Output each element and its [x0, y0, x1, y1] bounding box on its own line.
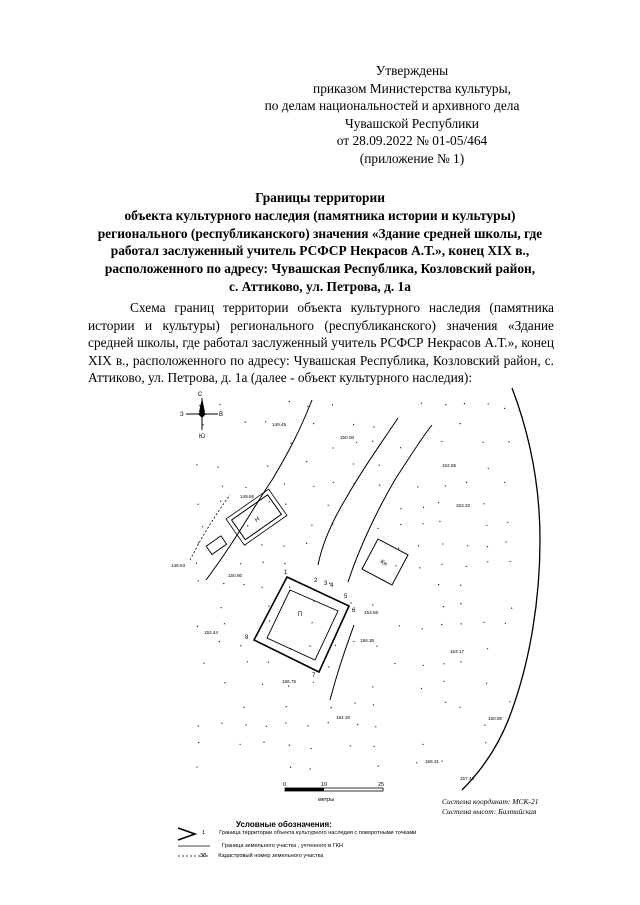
- survey-dot: [284, 483, 285, 484]
- survey-dot: [372, 604, 373, 605]
- coord-system: Система координат: МСК-21: [442, 797, 539, 806]
- approval-line: по делам национальностей и архивного дела: [264, 98, 520, 113]
- survey-dot: [223, 583, 224, 584]
- survey-dot: [332, 404, 333, 405]
- survey-dot: [421, 403, 422, 404]
- survey-dot: [504, 482, 505, 483]
- title-line: объекта культурного наследия (памятника истории и культуры): [124, 207, 516, 223]
- title-line: работал заслуженный учитель РСФСР Некрасов А.Т.», конец XIX в.,: [110, 243, 530, 259]
- survey-dot: [504, 408, 505, 409]
- survey-dot: [307, 406, 308, 407]
- survey-dot: [313, 682, 314, 683]
- survey-dot: [240, 744, 241, 745]
- approval-line: приказом Министерства культуры,: [313, 80, 511, 96]
- survey-dot: [328, 666, 329, 667]
- school-building-outline: [267, 590, 338, 660]
- point-label: 1: [284, 570, 288, 576]
- survey-dot: [219, 404, 220, 405]
- survey-dot: [289, 745, 290, 746]
- elevation: 156.31: [425, 759, 440, 764]
- title-line: регионального (республиканского) значения «Здание средней школы, где: [97, 225, 543, 241]
- survey-dot: [245, 422, 246, 423]
- survey-dot: [197, 766, 198, 767]
- survey-dot: [310, 768, 311, 769]
- survey-dot: [442, 761, 443, 762]
- survey-dot: [290, 767, 291, 768]
- height-system: Система высот: Балтийская: [442, 806, 537, 816]
- survey-dot: [487, 648, 488, 649]
- survey-dot: [333, 482, 334, 483]
- survey-dot: [441, 441, 442, 442]
- survey-dot: [466, 566, 467, 567]
- road-line: [206, 400, 312, 580]
- survey-dot: [357, 724, 358, 725]
- parcel-boundary-right: [462, 388, 540, 790]
- compass-n: С: [198, 392, 203, 398]
- survey-dot: [444, 663, 445, 664]
- survey-dot: [240, 645, 241, 646]
- survey-dot: [285, 504, 286, 505]
- survey-dot: [196, 563, 197, 564]
- survey-dot: [263, 742, 264, 743]
- elevation: 149.53: [171, 563, 186, 568]
- survey-dot: [198, 725, 199, 726]
- legend-item-3: [200, 853, 324, 859]
- survey-dot: [198, 580, 199, 581]
- survey-dot: [394, 663, 395, 664]
- survey-dot: [333, 447, 334, 448]
- survey-dot: [198, 542, 199, 543]
- survey-dot: [441, 564, 442, 565]
- survey-dot: [466, 482, 467, 483]
- legend-item-3-text: Кадастровый номер земельного участка: [218, 853, 324, 859]
- survey-dot: [418, 545, 419, 546]
- survey-dot: [220, 501, 221, 502]
- survey-dot: [224, 682, 225, 683]
- survey-dot: [247, 525, 248, 526]
- survey-dot: [285, 722, 286, 723]
- elevation: 149.45: [272, 422, 287, 427]
- survey-dot: [443, 606, 444, 607]
- compass-s: Ю: [199, 434, 206, 440]
- survey-dot: [505, 623, 506, 624]
- legend-item-2: [222, 843, 343, 849]
- survey-dot: [401, 508, 402, 509]
- scale-10: 10: [321, 782, 328, 788]
- survey-dot: [487, 546, 488, 547]
- survey-dot: [284, 563, 285, 564]
- scale-25: 25: [378, 782, 385, 788]
- survey-dot: [461, 623, 462, 624]
- survey-dot: [460, 423, 461, 424]
- road-edge: [348, 425, 432, 582]
- survey-dot: [247, 661, 248, 662]
- survey-dot: [445, 485, 446, 486]
- survey-dot: [312, 622, 313, 623]
- elevation-labels: [171, 422, 502, 781]
- legend-item-1-text: Граница территории объекта культурного наследия с поворотными точками: [219, 830, 417, 836]
- legend-item-2-text: Граница земельного участка , учтенного в ГКН: [222, 843, 343, 849]
- point-label: 2: [314, 578, 318, 584]
- survey-dot: [197, 504, 198, 505]
- survey-dot: [507, 522, 508, 523]
- survey-dot: [286, 706, 287, 707]
- building-n: [226, 489, 287, 545]
- survey-dot: [511, 608, 512, 609]
- scale-0: 0: [283, 782, 287, 788]
- point-label: 8: [245, 635, 249, 641]
- survey-dot: [245, 487, 246, 488]
- survey-dot: [311, 525, 312, 526]
- survey-dot: [309, 646, 310, 647]
- elevation: 153.17: [450, 649, 465, 654]
- survey-dot: [291, 443, 292, 444]
- survey-dot: [331, 707, 332, 708]
- survey-dot: [423, 523, 424, 524]
- survey-dot: [203, 424, 204, 425]
- survey-dot: [486, 525, 487, 526]
- survey-dot: [484, 503, 485, 504]
- survey-dot: [505, 541, 506, 542]
- survey-dot: [488, 403, 489, 404]
- survey-dot: [308, 725, 309, 726]
- approval-line: от 28.09.2022 № 01-05/464: [336, 133, 488, 148]
- legend-item-3-code: 38: [200, 853, 207, 859]
- approval-line: Чувашской Республики: [345, 115, 479, 131]
- survey-dot: [219, 641, 220, 642]
- survey-dot: [203, 663, 204, 664]
- survey-dot: [268, 662, 269, 663]
- survey-dot: [246, 724, 247, 725]
- approval-line: Утверждены: [375, 63, 449, 78]
- elevation: 152.44: [204, 630, 219, 635]
- survey-dot: [438, 584, 439, 585]
- survey-dot: [378, 766, 379, 767]
- survey-dot: [422, 628, 423, 629]
- survey-dot: [262, 587, 263, 588]
- survey-dot: [269, 501, 270, 502]
- survey-dot: [487, 561, 488, 562]
- elevation: 153.56: [364, 610, 379, 615]
- building-n-label: Н: [254, 516, 262, 524]
- survey-dot: [460, 585, 461, 586]
- compass-e: В: [219, 412, 224, 418]
- survey-dot: [445, 702, 446, 703]
- legend-symbols: [178, 828, 210, 856]
- survey-dot: [395, 565, 396, 566]
- legend-item-1-num: 1: [202, 830, 206, 836]
- survey-dot: [240, 563, 241, 564]
- survey-dot: [197, 626, 198, 627]
- survey-dot: [442, 543, 443, 544]
- survey-dot: [353, 463, 354, 464]
- elevation: 157.43: [460, 776, 475, 781]
- survey-dot: [288, 686, 289, 687]
- survey-dot: [443, 681, 444, 682]
- survey-dot: [423, 665, 424, 666]
- building-kn-label: Кн: [379, 559, 388, 568]
- legend-item-1: [202, 830, 417, 836]
- survey-dot: [484, 725, 485, 726]
- survey-dot: [445, 404, 446, 405]
- survey-dot: [467, 545, 468, 546]
- survey-dot: [416, 762, 417, 763]
- survey-dot: [485, 742, 486, 743]
- survey-dot: [196, 464, 197, 465]
- building-small: [206, 536, 226, 555]
- elevation: 153.32: [456, 503, 471, 508]
- compass-w: З: [180, 412, 184, 418]
- survey-dot: [311, 748, 312, 749]
- title-line: с. Аттиково, ул. Петрова, д. 1а: [229, 278, 411, 294]
- survey-dot: [379, 465, 380, 466]
- survey-dot: [221, 723, 222, 724]
- survey-dot: [306, 543, 307, 544]
- survey-dot: [460, 603, 461, 604]
- survey-dot: [373, 426, 374, 427]
- survey-dot: [400, 447, 401, 448]
- survey-dot: [508, 441, 509, 442]
- survey-dot: [379, 485, 380, 486]
- survey-dot: [353, 641, 354, 642]
- survey-dot: [372, 441, 373, 442]
- coordinate-info: [442, 797, 538, 816]
- survey-dot: [350, 745, 351, 746]
- survey-dot: [222, 486, 223, 487]
- survey-dot: [224, 623, 225, 624]
- survey-dot: [356, 442, 357, 443]
- survey-dot: [289, 587, 290, 588]
- point-label: 4: [330, 583, 334, 589]
- survey-dot: [486, 683, 487, 684]
- point-label: 3: [324, 581, 328, 587]
- survey-dot: [354, 702, 355, 703]
- compass-rose-icon: [180, 392, 223, 440]
- survey-dot: [438, 502, 439, 503]
- survey-dot: [460, 707, 461, 708]
- survey-dot: [289, 401, 290, 402]
- survey-dot: [374, 746, 375, 747]
- point-label: 5: [344, 594, 348, 600]
- survey-dot: [266, 726, 267, 727]
- survey-dot: [460, 661, 461, 662]
- survey-dot: [483, 442, 484, 443]
- survey-dot: [399, 625, 400, 626]
- survey-dot: [262, 684, 263, 685]
- elevation: 150.90: [488, 716, 503, 721]
- survey-dot: [417, 486, 418, 487]
- survey-dot: [267, 466, 268, 467]
- survey-dot: [441, 624, 442, 625]
- elevation: 154.30: [336, 715, 351, 720]
- survey-dot: [243, 584, 244, 585]
- elevation: 156.76: [282, 679, 297, 684]
- survey-dot: [510, 561, 511, 562]
- survey-dot: [423, 507, 424, 508]
- survey-dot: [218, 467, 219, 468]
- survey-dot: [377, 528, 378, 529]
- survey-dot: [313, 486, 314, 487]
- road-line-dashed: [190, 495, 230, 560]
- legend-title: Условные обозначения:: [236, 820, 332, 829]
- survey-dot: [328, 722, 329, 723]
- survey-dot: [422, 744, 423, 745]
- approval-line: (приложение № 1): [359, 150, 465, 166]
- survey-dot: [439, 521, 440, 522]
- elevation: 156.35: [360, 638, 375, 643]
- title-line: расположенного по адресу: Чувашская Республика, Козловский район,: [104, 261, 536, 277]
- survey-dot: [350, 602, 351, 603]
- survey-dot: [313, 423, 314, 424]
- survey-dot: [400, 524, 401, 525]
- survey-dot: [335, 645, 336, 646]
- survey-dot: [398, 548, 399, 549]
- survey-dot: [373, 704, 374, 705]
- elevation: 149.66: [240, 494, 255, 499]
- survey-dot: [283, 545, 284, 546]
- title-line: Границы территории: [255, 190, 385, 205]
- survey-dot: [421, 688, 422, 689]
- elevation: 152.55: [442, 463, 457, 468]
- elevation: 150.80: [228, 573, 243, 578]
- building-p-label: П: [298, 612, 303, 618]
- survey-dot: [243, 707, 244, 708]
- road-edge-lower: [330, 625, 354, 700]
- survey-dot: [488, 468, 489, 469]
- survey-dot: [265, 421, 266, 422]
- heritage-territory-boundary: [254, 577, 349, 672]
- survey-dot: [221, 607, 222, 608]
- point-label: 6: [352, 608, 356, 614]
- paragraph-text: Схема границ территории объекта культурного наследия (памятника истории и культуры) регионального (республиканского) значения «Здание средней школы, где работал заслуженный учитель РСФСР Некрасов А.Т.», конец XIX в., расположенного по адресу: Чувашская Республика, Козловский район, с. Аттиково, ул. Петрова, д. 1а (далее - объект культурного наследия):: [88, 300, 554, 386]
- survey-dot: [268, 606, 269, 607]
- survey-dot: [372, 686, 373, 687]
- survey-dot: [269, 620, 270, 621]
- survey-dot: [483, 622, 484, 623]
- scale-bar: [283, 782, 384, 803]
- survey-dot: [419, 567, 420, 568]
- survey-dot: [198, 742, 199, 743]
- survey-dot: [306, 461, 307, 462]
- survey-dot: [375, 726, 376, 727]
- survey-dot: [377, 646, 378, 647]
- survey-dot: [261, 544, 262, 545]
- survey-dot: [353, 424, 354, 425]
- elevation: 150.00: [340, 435, 355, 440]
- survey-dot: [509, 701, 510, 702]
- ground-points: [196, 401, 512, 770]
- survey-dot: [202, 526, 203, 527]
- survey-dot: [263, 562, 264, 563]
- scale-unit: метры: [318, 797, 335, 803]
- survey-dot: [464, 403, 465, 404]
- survey-dot: [328, 505, 329, 506]
- building-kn: [362, 539, 408, 585]
- point-label: 7: [312, 673, 316, 679]
